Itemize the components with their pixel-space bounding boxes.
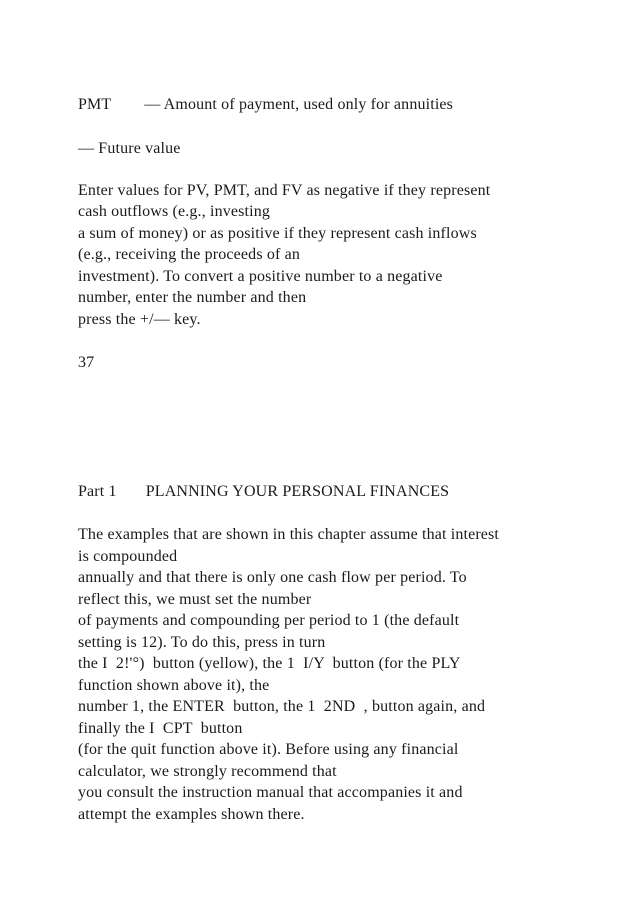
paragraph-line: investment). To convert a positive number to a negative bbox=[78, 268, 443, 285]
paragraph-line: setting is 12). To do this, press in turn bbox=[78, 634, 326, 651]
paragraph-line: function shown above it), the bbox=[78, 677, 270, 694]
paragraph-line: Enter values for PV, PMT, and FV as negative if they represent bbox=[78, 182, 491, 199]
section-heading: Part 1 PLANNING YOUR PERSONAL FINANCES bbox=[78, 483, 450, 500]
paragraph-line: (e.g., receiving the proceeds of an bbox=[78, 246, 301, 263]
paragraph-line: a sum of money) or as positive if they represent cash inflows bbox=[78, 225, 477, 242]
page-number: 37 bbox=[78, 354, 95, 371]
paragraph-line: cash outflows (e.g., investing bbox=[78, 203, 271, 220]
paragraph-line: attempt the examples shown there. bbox=[78, 806, 305, 823]
paragraph-line: press the +/— key. bbox=[78, 311, 201, 328]
fv-definition-line: — Future value bbox=[78, 140, 181, 157]
paragraph-line: number, enter the number and then bbox=[78, 289, 307, 306]
paragraph-line: you consult the instruction manual that accompanies it and bbox=[78, 784, 463, 801]
paragraph-line: (for the quit function above it). Before using any financial bbox=[78, 741, 459, 758]
pmt-definition-line: PMT — Amount of payment, used only for annuities bbox=[78, 96, 454, 113]
paragraph-line: calculator, we strongly recommend that bbox=[78, 763, 337, 780]
paragraph-line: reflect this, we must set the number bbox=[78, 591, 312, 608]
paragraph-line: number 1, the ENTER button, the 1 2ND , button again, and bbox=[78, 698, 486, 715]
paragraph-line: finally the I CPT button bbox=[78, 720, 243, 737]
paragraph-line: The examples that are shown in this chapter assume that interest bbox=[78, 526, 500, 543]
paragraph-line: the I 2!'°) button (yellow), the 1 I/Y button (for the PLY bbox=[78, 655, 461, 672]
paragraph-line: annually and that there is only one cash flow per period. To bbox=[78, 569, 467, 586]
paragraph-line: is compounded bbox=[78, 548, 178, 565]
paragraph-line: of payments and compounding per period to 1 (the default bbox=[78, 612, 460, 629]
